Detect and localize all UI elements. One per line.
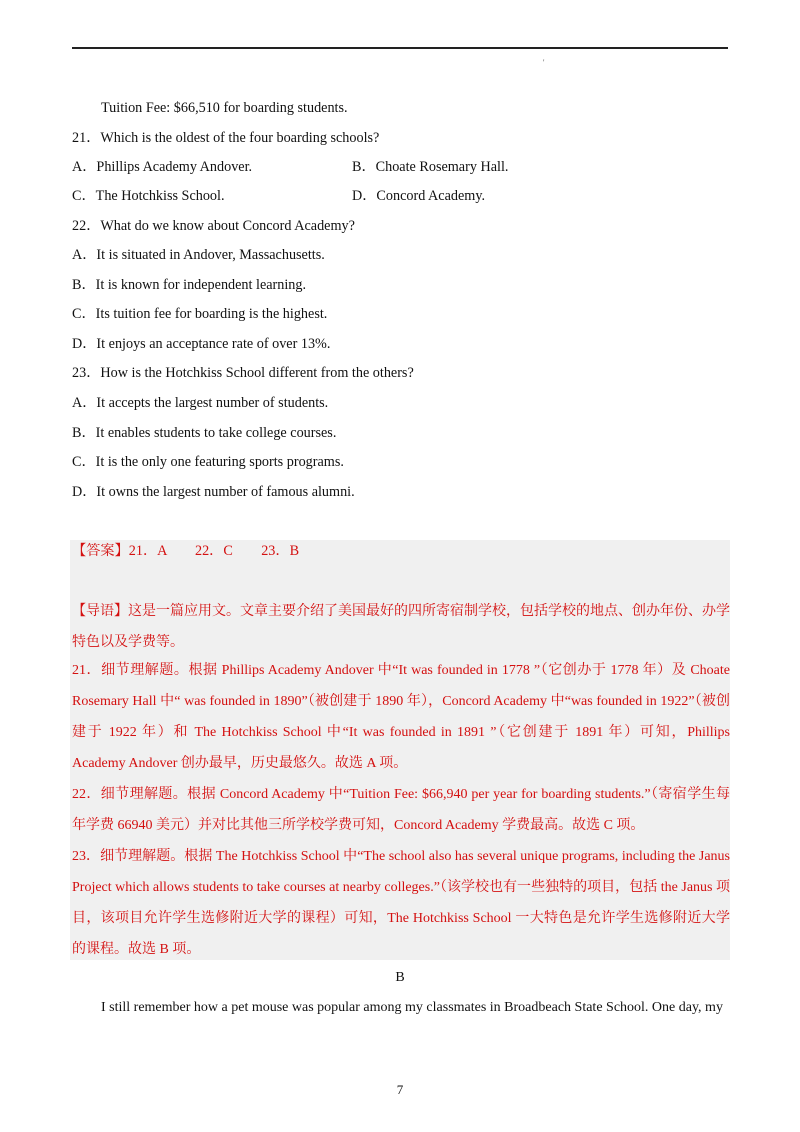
page-number: 7: [396, 1082, 404, 1097]
passage-first-line: I still remember how a pet mouse was popular among my classmates in Broadbeach State School. One day, my: [101, 1000, 723, 1015]
tuition-fee-line: Tuition Fee: $66,510 for boarding students.: [101, 100, 348, 116]
question-21-option-d: D．Concord Academy.: [352, 188, 486, 204]
question-21-option-c: C．The Hotchkiss School.: [72, 188, 225, 204]
question-22-option-d: D．It enjoys an acceptance rate of over 13%.: [72, 336, 331, 352]
explanation-21: 21．细节理解题。根据 Phillips Academy Andover 中“It was founded in 1778 ”（它创办于 1778 年）及 Choate Rosemary Hall 中“ was founded in 1890”（被创建于 1890 年），Concord Academy 中“was founded in 1922”（被创建于 1922 年）和 The Hotchkiss School 中“It was founded in 1891 ”（它创建于 1891 年）可知，Phillips Academy Andover 创办最早，历史最悠久。故选 A 项。: [72, 663, 730, 771]
question-23-option-b: B．It enables students to take college courses.: [72, 425, 337, 441]
question-21-option-b: B．Choate Rosemary Hall.: [352, 159, 509, 175]
question-23-option-a: A．It accepts the largest number of students.: [72, 395, 329, 411]
answer-label: 【答案】: [72, 543, 129, 559]
question-23-option-d: D．It owns the largest number of famous alumni.: [72, 484, 355, 500]
question-23-option-c: C．It is the only one featuring sports programs.: [72, 454, 344, 470]
guide-text: 这是一篇应用文。文章主要介绍了美国最好的四所寄宿制学校，包括学校的地点、创办年份、办学特色以及学费等。: [72, 604, 730, 650]
question-22-option-b: B．It is known for independent learning.: [72, 277, 307, 293]
question-22-stem: 22．What do we know about Concord Academy?: [72, 218, 355, 234]
header-rule: [72, 47, 728, 49]
explanation-22: 22．细节理解题。根据 Concord Academy 中“Tuition Fee: $66,940 per year for boarding students.”（寄宿学生每年学费 66940 美元）并对比其他三所学校学费可知，Concord Academy 学费最高。故选 C 项。: [72, 787, 730, 833]
question-21-stem: 21．Which is the oldest of the four boarding schools?: [72, 130, 380, 146]
explanation-23: 23．细节理解题。根据 The Hotchkiss School 中“The school also has several unique programs, including the Janus Project which allows students to take courses at nearby colleges.”（该学校也有一些独特的项目，包括 the Janus 项目，该项目允许学生选修附近大学的课程）可知，The Hotchkiss School 一大特色是允许学生选修附近大学的课程。故选 B 项。: [72, 849, 730, 957]
question-23-stem: 23．How is the Hotchkiss School different from the others?: [72, 365, 414, 381]
guide-label: 【导语】: [72, 604, 128, 619]
question-22-option-c: C．Its tuition fee for boarding is the highest.: [72, 306, 328, 322]
question-22-option-a: A．It is situated in Andover, Massachusetts.: [72, 247, 325, 263]
answer-line: [72, 542, 299, 560]
section-letter: B: [395, 970, 405, 985]
answer-values: 21．A 22．C 23．B: [128, 543, 300, 559]
guide-paragraph: [72, 596, 730, 658]
header-mark: ': [543, 58, 545, 67]
question-21-option-a: A．Phillips Academy Andover.: [72, 159, 253, 175]
